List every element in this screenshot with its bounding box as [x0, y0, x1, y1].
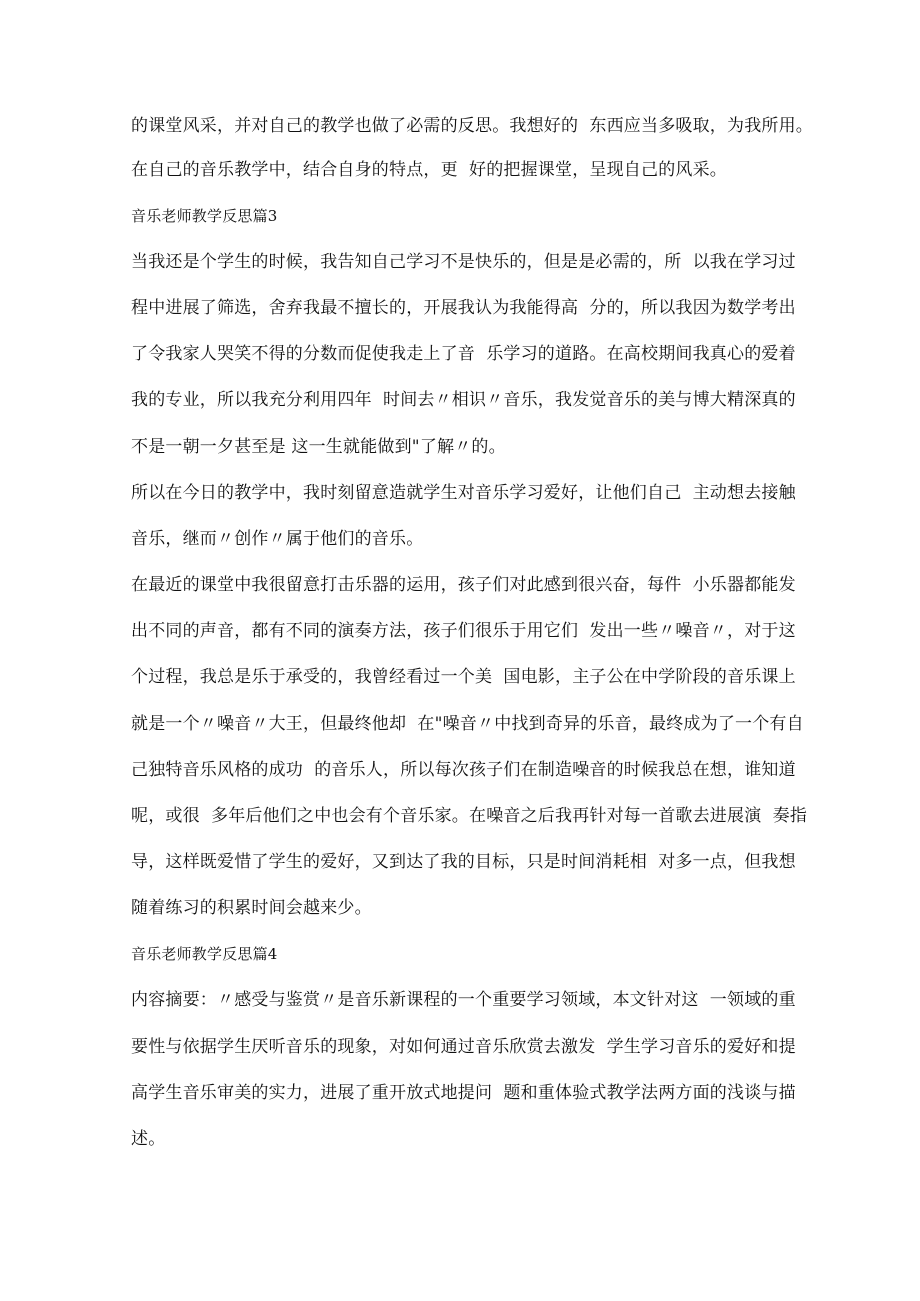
paragraph-line: 在自己的音乐教学中，结合自身的特点，更 好的把握课堂，呈现自己的风采。: [131, 160, 728, 180]
paragraph-line: 内容摘要：〃感受与鉴赏〃是音乐新课程的一个重要学习领域，本文针对这 一领域的重: [131, 990, 796, 1010]
paragraph-line: 述。: [131, 1129, 166, 1149]
paragraph-line: 当我还是个学生的时候，我告知自己学习不是快乐的，但是是必需的，所 以我在学习过: [131, 252, 796, 272]
paragraph-line: 随着练习的积累时间会越来少。: [131, 898, 372, 918]
paragraph-line: 我的专业，所以我充分利用四年 时间去〃相识〃音乐，我发觉音乐的美与博大精深真的: [131, 390, 796, 410]
paragraph-line: 的课堂风采，并对自己的教学也做了必需的反思。我想好的 东西应当多吸取，为我所用。: [131, 116, 814, 136]
section-heading: 音乐老师教学反思篇3: [131, 207, 278, 225]
paragraph-line: 了令我家人哭笑不得的分数而促使我走上了音 乐学习的道路。在高校期间我真心的爱着: [131, 344, 796, 364]
paragraph-line: 呢，或很 多年后他们之中也会有个音乐家。在噪音之后我再针对每一首歌去进展演 奏指: [131, 806, 808, 826]
paragraph-line: 己独特音乐风格的成功 的音乐人，所以每次孩子们在制造噪音的时候我总在想，谁知道: [131, 760, 796, 780]
paragraph-line: 在最近的课堂中我很留意打击乐器的运用，孩子们对此感到很兴奋，每件 小乐器都能发: [131, 575, 796, 595]
paragraph-line: 不是一朝一夕甚至是 这一生就能做到"了解〃的。: [131, 437, 506, 457]
paragraph-line: 导，这样既爱惜了学生的爱好，又到达了我的目标，只是时间消耗相 对多一点，但我想: [131, 852, 796, 872]
paragraph-line: 出不同的声音，都有不同的演奏方法，孩子们很乐于用它们 发出一些〃噪音〃，对于这: [131, 621, 796, 641]
section-heading: 音乐老师教学反思篇4: [131, 945, 278, 963]
paragraph-line: 要性与依据学生厌听音乐的现象，对如何通过音乐欣赏去激发 学生学习音乐的爱好和提: [131, 1037, 796, 1057]
paragraph-line: 就是一个〃噪音〃大王，但最终他却 在"噪音〃中找到奇异的乐音，最终成为了一个有自: [131, 714, 804, 734]
paragraph-line: 个过程，我总是乐于承受的，我曾经看过一个美 国电影，主子公在中学阶段的音乐课上: [131, 667, 796, 687]
paragraph-line: 高学生音乐审美的实力，进展了重开放式地提问 题和重体验式教学法两方面的浅谈与描: [131, 1083, 796, 1103]
paragraph-line: 所以在今日的教学中，我时刻留意造就学生对音乐学习爱好，让他们自己 主动想去接触: [131, 483, 796, 503]
paragraph-line: 音乐，继而〃创作〃属于他们的音乐。: [131, 529, 424, 549]
paragraph-line: 程中进展了筛选，舍弃我最不擅长的，开展我认为我能得高 分的，所以我因为数学考出: [131, 298, 796, 318]
